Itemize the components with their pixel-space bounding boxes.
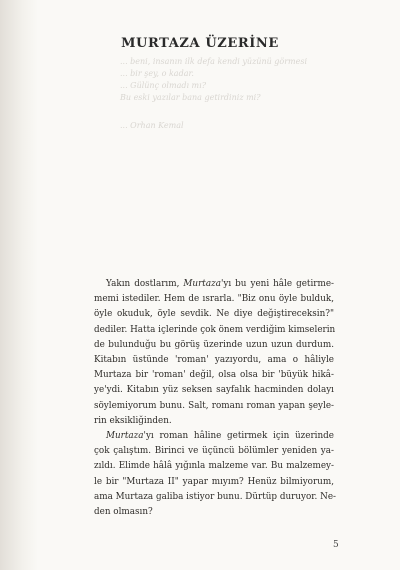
text-line: dediler. Hatta içlerinde çok önem verdiğim kimselerin bbox=[94, 324, 336, 335]
text-line: de bulunduğu bu görüş üzerinde uzun uzun durdum. bbox=[94, 339, 334, 350]
show-through-line: ... Gülünç olmadı mı? bbox=[120, 81, 206, 90]
show-through-text bbox=[120, 56, 370, 132]
body-text bbox=[94, 277, 334, 520]
text-line: ye'ydi. Kitabın yüz seksen sayfalık hacminden dolayı bbox=[94, 385, 334, 396]
show-through-signature: ... Orhan Kemal bbox=[120, 121, 184, 130]
text-line: rin eksikliğinden. bbox=[94, 415, 172, 426]
text-line: memi istediler. Hem de ısrarla. "Biz onu öyle bulduk, bbox=[94, 294, 334, 305]
page-gutter-shadow bbox=[0, 0, 38, 570]
chapter-title: MURTAZA ÜZERİNE bbox=[121, 36, 279, 51]
text-line: söylemiyorum bunu. Salt, romanı roman yapan şeyle- bbox=[94, 400, 334, 411]
show-through-line: ... beni, insanın ilk defa kendi yüzünü görmesi bbox=[120, 57, 308, 66]
page-number: 5 bbox=[333, 540, 339, 550]
text-line: den olmasın? bbox=[94, 507, 153, 518]
show-through-line: ... bir şey, o kadar. bbox=[120, 69, 194, 78]
text-line: Kitabın üstünde 'roman' yazıyordu, ama o hâliyle bbox=[94, 355, 334, 366]
text-line: Yakın dostlarım, Murtaza'yı bu yeni hâle getirme- bbox=[106, 279, 334, 289]
text-line: ama Murtaza galiba istiyor bunu. Dürtüp duruyor. Ne- bbox=[94, 491, 336, 502]
text-line: öyle okuduk, öyle sevdik. Ne diye değiştireceksin?" bbox=[94, 309, 334, 320]
text-line: Murtaza'yı roman hâline getirmek için üzerinde bbox=[106, 431, 334, 442]
text-line: le bir "Murtaza II" yapar mıyım? Henüz bilmiyorum, bbox=[94, 476, 334, 487]
text-line: çok çalıştım. Birinci ve üçüncü bölümler yeniden ya- bbox=[94, 446, 334, 457]
text-line: Murtaza bir 'roman' değil, olsa olsa bir 'büyük hikâ- bbox=[94, 370, 334, 381]
text-line: zıldı. Elimde hâlâ yığınla malzeme var. Bu malzemey- bbox=[94, 461, 334, 472]
show-through-line: Bu eski yazılar bana getirdiniz mi? bbox=[120, 93, 261, 102]
